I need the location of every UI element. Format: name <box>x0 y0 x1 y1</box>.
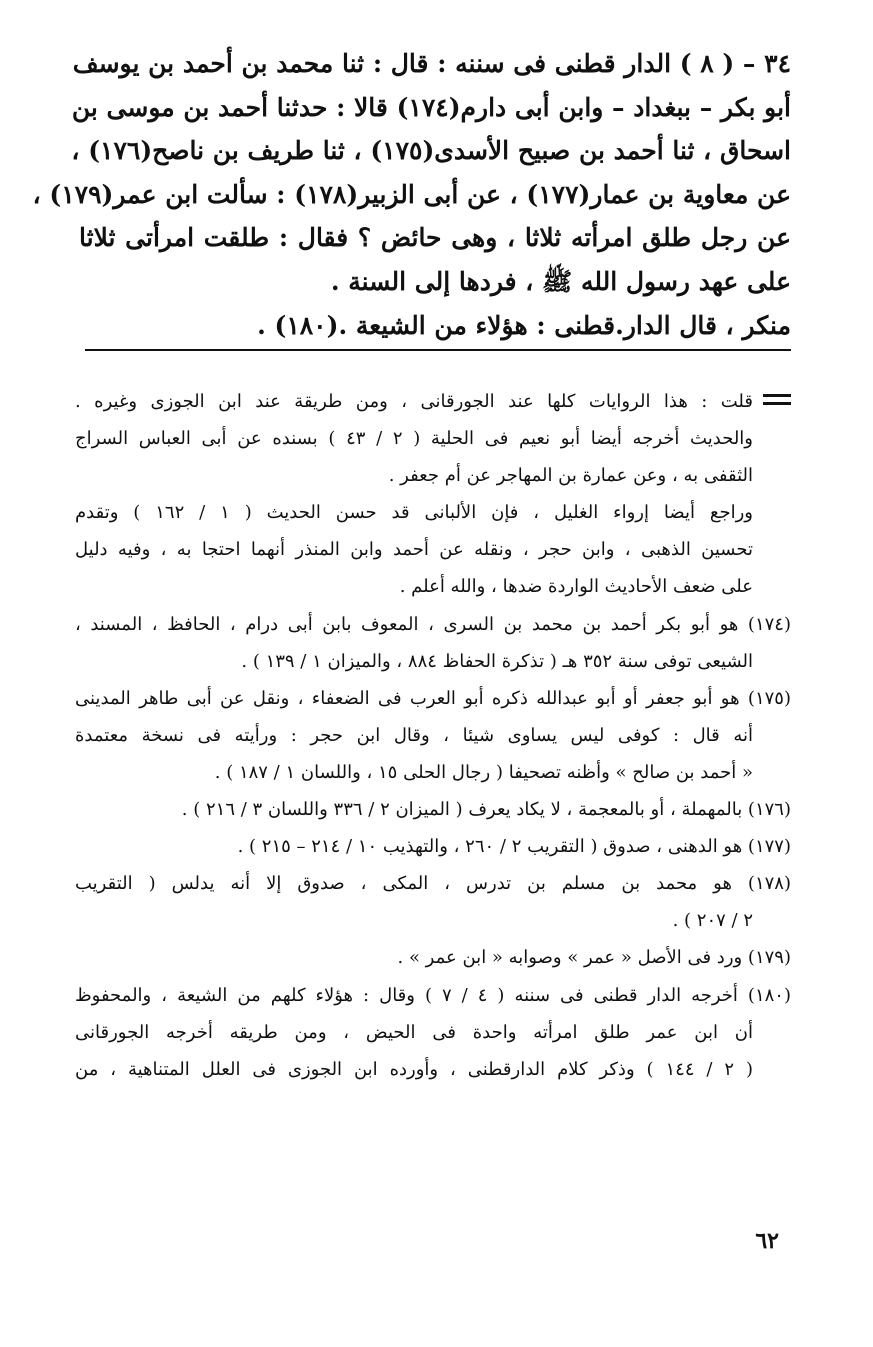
hadith-text <box>32 42 791 347</box>
hadith-line: عن رجل طلق امرأته ثلاثا ، وهى حائض ؟ فقال : طلقت امرأتى ثلاثا <box>79 223 791 253</box>
footnote-175: (١٧٥) هو أبو جعفر أو أبو عبدالله ذكره أبو العرب فى الضعفاء ، ونقل عن أبى طاهر المدينى <box>75 687 791 709</box>
note-line: أنه قال : كوفى ليس يساوى شيئا ، وقال ابن حجر : ورأيته فى نسخة معتمدة <box>75 724 753 746</box>
note-line: أن ابن عمر طلق امرأته واحدة فى الحيض ، ومن طريقه أخرجه الجورقانى <box>75 1021 753 1043</box>
hadith-line: أبو بكر – ببغداد – وابن أبى دارم(١٧٤) قالا : حدثنا أحمد بن موسى بن <box>71 92 791 122</box>
verdict-underline <box>85 349 791 351</box>
note-line: وراجع أيضا إرواء الغليل ، فإن الألبانى قد حسن الحديث ( ١ / ١٦٢ ) وتقدم <box>75 502 753 524</box>
hadith-verdict: منكر ، قال الدار.قطنى : هؤلاء من الشيعة .(١٨٠) . <box>257 310 791 340</box>
footnote-174: (١٧٤) هو أبو بكر أحمد بن محمد بن السرى ، المعوف بابن أبى درام ، الحافظ ، المسند ، <box>75 613 791 635</box>
note-line: الشيعى توفى سنة ٣٥٢ هـ ( تذكرة الحفاظ ٨٨٤ ، والميزان ١ / ١٣٩ ) . <box>241 650 753 672</box>
note-line: على ضعف الأحاديث الواردة ضدها ، والله أعلم . <box>399 576 753 598</box>
page-number: ٦٢ <box>755 1228 779 1254</box>
footnote-180: (١٨٠) أخرجه الدار قطنى فى سننه ( ٤ / ٧ ) وقال : هؤلاء كلهم من الشيعة ، والمحفوظ <box>75 984 791 1006</box>
footnote-179: (١٧٩) ورد فى الأصل « عمر » وصوابه « ابن عمر » . <box>397 947 791 969</box>
footnote-178: (١٧٨) هو محمد بن مسلم بن تدرس ، المكى ، صدوق إلا أنه يدلس ( التقريب <box>75 873 791 895</box>
note-line: ( ٢ / ١٤٤ ) وذكر كلام الدارقطنى ، وأورده ابن الجوزى فى العلل المتناهية ، من <box>75 1058 753 1080</box>
note-line: والحديث أخرجه أيضا أبو نعيم فى الحلية ( ٢ / ٤٣ ) بسنده عن أبى العباس السراج <box>75 428 753 450</box>
hadith-line: عن معاوية بن عمار(١٧٧) ، عن أبى الزبير(١٧٨) : سألت ابن عمر(١٧٩) ، <box>32 179 791 209</box>
note-line: « أحمد بن صالح » وأظنه تصحيفا ( رجال الحلى ١٥ ، واللسان ١ / ١٨٧ ) . <box>214 761 753 783</box>
footnote-177: (١٧٧) هو الدهنى ، صدوق ( التقريب ٢ / ٢٦٠ ، والتهذيب ١٠ / ٢١٤ – ٢١٥ ) . <box>237 836 791 858</box>
hadith-line: على عهد رسول الله ﷺ ، فردها إلى السنة . <box>330 266 791 296</box>
note-line: قلت : هذا الروايات كلها عند الجورقانى ، ومن طريقة عند ابن الجوزى وغيره . <box>75 391 753 412</box>
footnotes <box>75 383 791 1088</box>
note-line: الثقفى به ، وعن عمارة بن المهاجر عن أم جعفر . <box>388 465 753 487</box>
hadith-line: اسحاق ، ثنا أحمد بن صبيح الأسدى(١٧٥) ، ثنا طريف بن ناصح(١٧٦) ، <box>71 136 791 166</box>
note-line: ٢ / ٢٠٧ ) . <box>672 910 753 932</box>
footnote-176: (١٧٦) بالمهملة ، أو بالمعجمة ، لا يكاد يعرف ( الميزان ٢ / ٣٣٦ واللسان ٣ / ٢١٦ ) . <box>181 799 791 821</box>
hadith-line: ٣٤ – ( ٨ ) الدار قطنى فى سننه : قال : ثنا محمد بن أحمد بن يوسف <box>72 49 791 78</box>
note-line: تحسين الذهبى ، وابن حجر ، ونقله عن أحمد وابن المنذر أنهما احتجا به ، وفيه دليل <box>75 539 753 561</box>
